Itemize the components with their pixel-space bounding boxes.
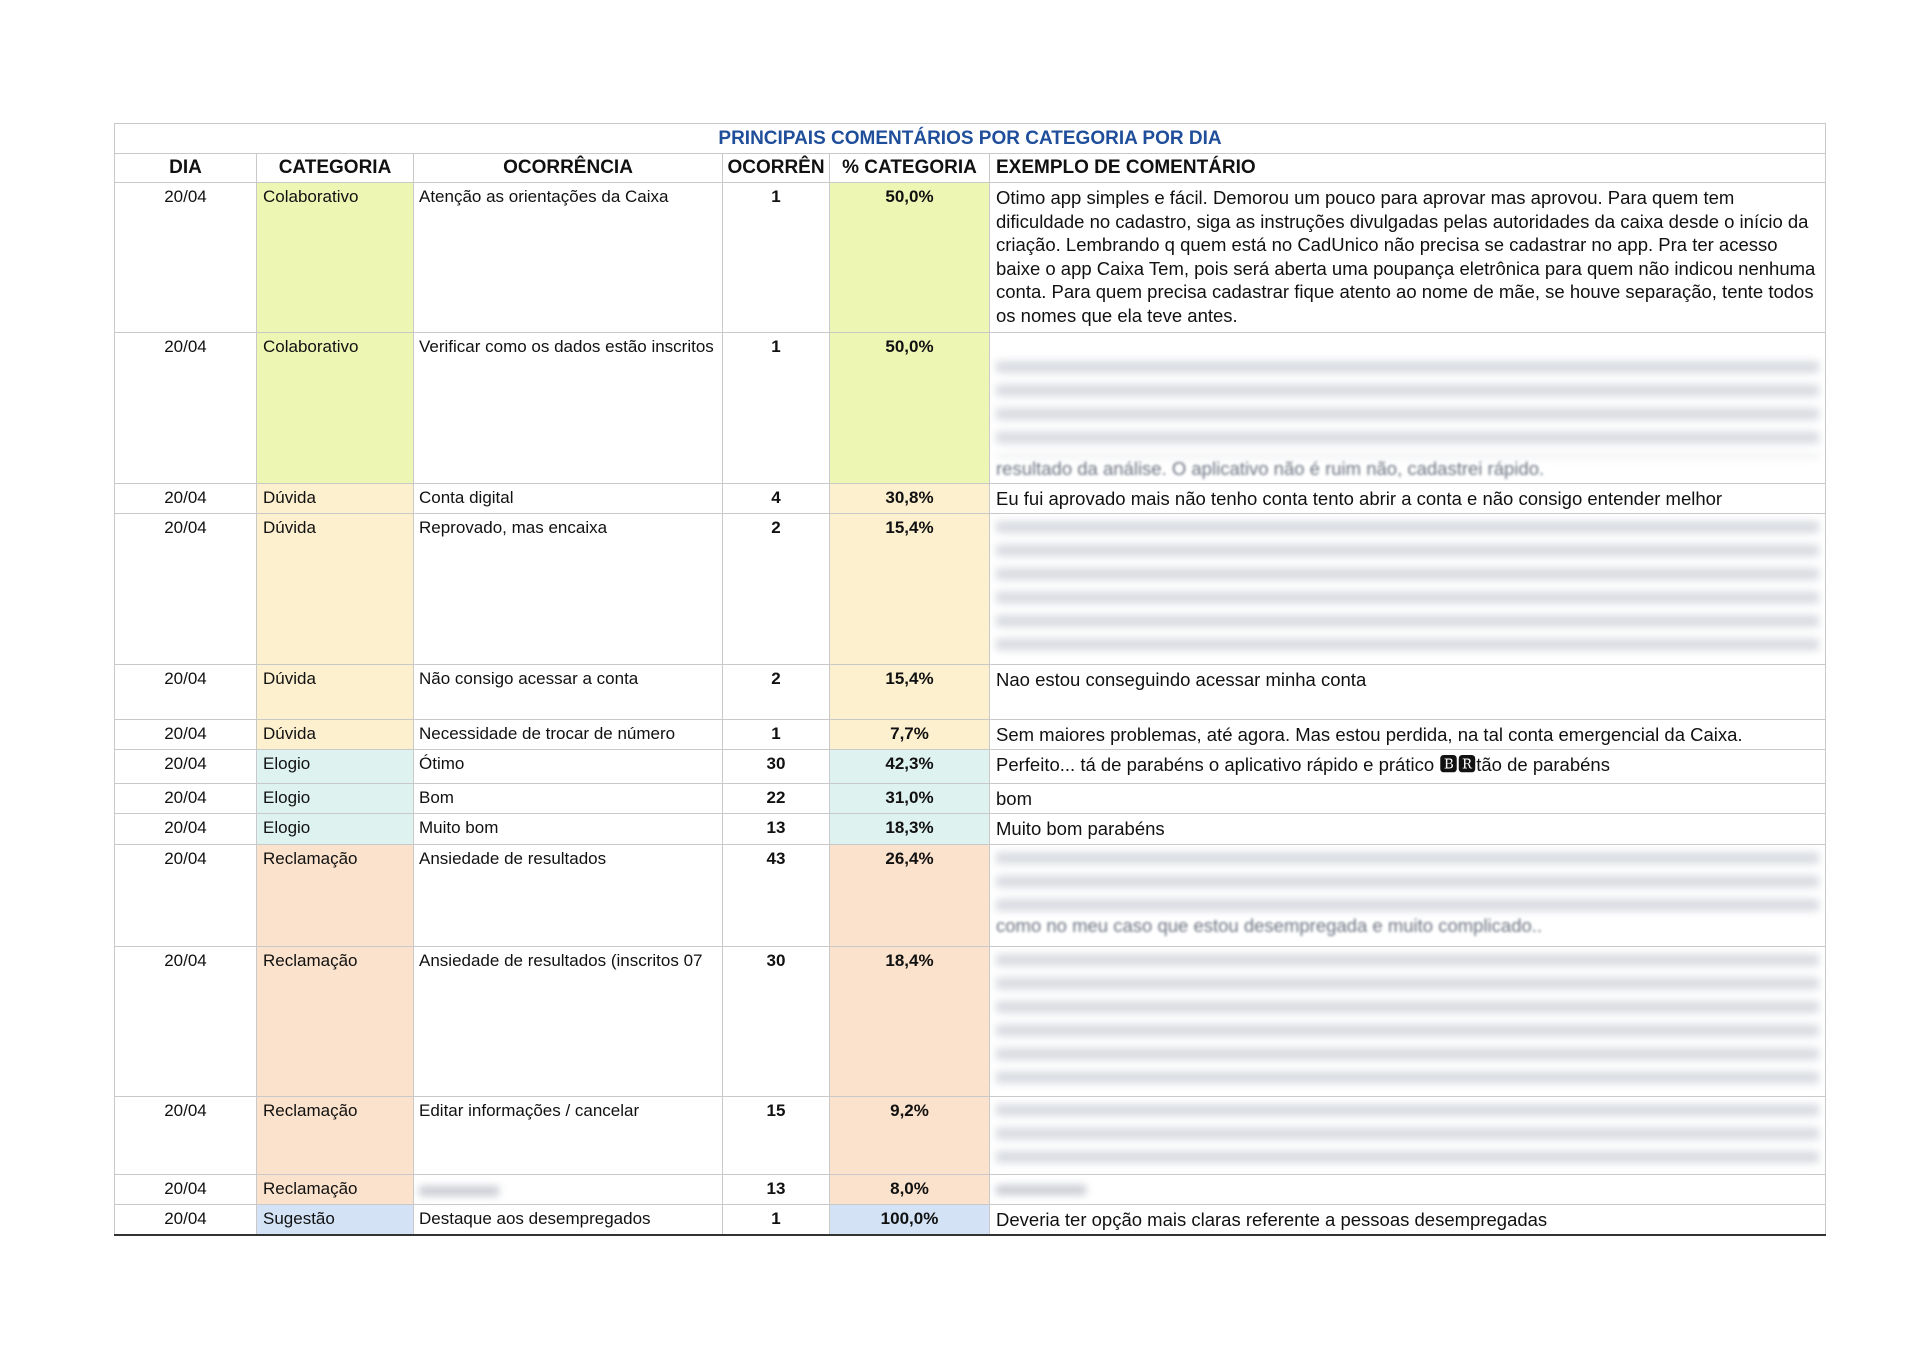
- redacted-text-block: [996, 521, 1819, 655]
- cell-count: 4: [723, 484, 830, 514]
- cell-ocorrencia: Destaque aos desempregados: [414, 1205, 723, 1235]
- cell-pct: 15,4%: [830, 514, 990, 665]
- cell-dia: 20/04: [115, 665, 257, 720]
- header-dia: DIA: [115, 154, 257, 183]
- table-row: [115, 814, 1826, 845]
- cell-exemplo: Perfeito... tá de parabéns o aplicativo rápido e prático 🅱🆁tão de parabéns: [990, 750, 1826, 784]
- table-row: [115, 845, 1826, 947]
- cell-dia: 20/04: [115, 720, 257, 750]
- cell-exemplo-redacted: [990, 947, 1826, 1097]
- cell-count: 30: [723, 947, 830, 1097]
- cell-pct: 42,3%: [830, 750, 990, 784]
- cell-pct: 100,0%: [830, 1205, 990, 1235]
- cell-exemplo-redacted: [990, 1097, 1826, 1175]
- cell-count: 15: [723, 1097, 830, 1175]
- cell-ocorrencia: Editar informações / cancelar: [414, 1097, 723, 1175]
- table-row: [115, 720, 1826, 750]
- cell-pct: 31,0%: [830, 784, 990, 814]
- cell-count: 13: [723, 814, 830, 845]
- cell-categoria: Elogio: [257, 814, 414, 845]
- table-row: [115, 947, 1826, 1097]
- cell-pct: 18,3%: [830, 814, 990, 845]
- cell-ocorrencia: Ansiedade de resultados (inscritos 07: [414, 947, 723, 1097]
- cell-ocorrencia: Atenção as orientações da Caixa: [414, 183, 723, 333]
- cell-count: 1: [723, 720, 830, 750]
- table-row: [115, 1097, 1826, 1175]
- cell-count: 30: [723, 750, 830, 784]
- cell-exemplo: Otimo app simples e fácil. Demorou um pouco para aprovar mas aprovou. Para quem tem dificuldade no cadastro, siga as instruções divulgadas pelas autoridades da caixa desde o início da criação. Lembrando q quem está no CadUnico não precisa se cadastrar no app. Pra ter acesso baixe o app Caixa Tem, pois será aberta uma poupança eletrônica para quem não indicou nenhuma conta. Para quem precisa cadastrar fique atento ao nome de mãe, se houve separação, tente todos os nomes que ela teve antes.: [990, 183, 1826, 333]
- redacted-text-block: [996, 361, 1819, 457]
- header-pct-categoria: % CATEGORIA: [830, 154, 990, 183]
- comments-table: [114, 123, 1826, 1236]
- cell-pct: 8,0%: [830, 1175, 990, 1205]
- table-row: [115, 1205, 1826, 1235]
- cell-exemplo: Sem maiores problemas, até agora. Mas estou perdida, na tal conta emergencial da Caixa.: [990, 720, 1826, 750]
- cell-exemplo-redacted: [990, 845, 1826, 947]
- cell-categoria: Elogio: [257, 750, 414, 784]
- cell-dia: 20/04: [115, 514, 257, 665]
- cell-categoria: Reclamação: [257, 947, 414, 1097]
- cell-exemplo: Deveria ter opção mais claras referente a pessoas desempregadas: [990, 1205, 1826, 1235]
- cell-dia: 20/04: [115, 947, 257, 1097]
- table-row: [115, 484, 1826, 514]
- cell-exemplo: bom: [990, 784, 1826, 814]
- cell-count: 2: [723, 514, 830, 665]
- cell-categoria: Colaborativo: [257, 333, 414, 484]
- cell-categoria: Dúvida: [257, 665, 414, 720]
- cell-ocorrencia: Conta digital: [414, 484, 723, 514]
- table-row: [115, 784, 1826, 814]
- header-exemplo: EXEMPLO DE COMENTÁRIO: [990, 154, 1826, 183]
- table-row: [115, 750, 1826, 784]
- cell-ocorrencia: Verificar como os dados estão inscritos: [414, 333, 723, 484]
- cell-dia: 20/04: [115, 845, 257, 947]
- cell-categoria: Colaborativo: [257, 183, 414, 333]
- table-row: [115, 333, 1826, 484]
- cell-count: 2: [723, 665, 830, 720]
- redacted-text-block: [996, 852, 1819, 914]
- redacted-text-block: [419, 1186, 499, 1196]
- cell-pct: 50,0%: [830, 183, 990, 333]
- cell-count: 1: [723, 333, 830, 484]
- cell-dia: 20/04: [115, 333, 257, 484]
- cell-ocorrencia: Bom: [414, 784, 723, 814]
- cell-ocorrencia: Necessidade de trocar de número: [414, 720, 723, 750]
- table-row: [115, 183, 1826, 333]
- cell-categoria: Elogio: [257, 784, 414, 814]
- cell-dia: 20/04: [115, 484, 257, 514]
- cell-count: 43: [723, 845, 830, 947]
- header-categoria: CATEGORIA: [257, 154, 414, 183]
- cell-count: 22: [723, 784, 830, 814]
- table-row: [115, 1175, 1826, 1205]
- cell-exemplo: Nao estou conseguindo acessar minha conta: [990, 665, 1826, 720]
- cell-ocorrencia: Ótimo: [414, 750, 723, 784]
- cell-ocorrencia: Ansiedade de resultados: [414, 845, 723, 947]
- cell-count: 13: [723, 1175, 830, 1205]
- cell-exemplo-visible: como no meu caso que estou desempregada e muito complicado..: [996, 915, 1543, 936]
- cell-dia: 20/04: [115, 750, 257, 784]
- cell-pct: 30,8%: [830, 484, 990, 514]
- cell-ocorrencia: Muito bom: [414, 814, 723, 845]
- cell-categoria: Sugestão: [257, 1205, 414, 1235]
- cell-dia: 20/04: [115, 784, 257, 814]
- cell-exemplo: Eu fui aprovado mais não tenho conta tento abrir a conta e não consigo entender melhor: [990, 484, 1826, 514]
- cell-pct: 18,4%: [830, 947, 990, 1097]
- cell-exemplo-visible: resultado da análise. O aplicativo não é ruim não, cadastrei rápido.: [996, 457, 1545, 479]
- cell-exemplo: Muito bom parabéns: [990, 814, 1826, 845]
- cell-count: 1: [723, 183, 830, 333]
- cell-exemplo-redacted: [990, 333, 1826, 484]
- cell-dia: 20/04: [115, 1097, 257, 1175]
- redacted-text-block: [996, 1185, 1086, 1195]
- table-title: PRINCIPAIS COMENTÁRIOS POR CATEGORIA POR DIA: [115, 124, 1826, 154]
- cell-categoria: Reclamação: [257, 1097, 414, 1175]
- cell-exemplo-redacted: [990, 514, 1826, 665]
- cell-count: 1: [723, 1205, 830, 1235]
- cell-categoria: Dúvida: [257, 720, 414, 750]
- cell-pct: 7,7%: [830, 720, 990, 750]
- table-row: [115, 665, 1826, 720]
- cell-dia: 20/04: [115, 814, 257, 845]
- header-ocorrencia: OCORRÊNCIA: [414, 154, 723, 183]
- cell-pct: 50,0%: [830, 333, 990, 484]
- cell-categoria: Dúvida: [257, 484, 414, 514]
- cell-categoria: Dúvida: [257, 514, 414, 665]
- cell-pct: 26,4%: [830, 845, 990, 947]
- redacted-text-block: [996, 1104, 1819, 1166]
- redacted-text-block: [996, 954, 1819, 1086]
- cell-pct: 15,4%: [830, 665, 990, 720]
- cell-pct: 9,2%: [830, 1097, 990, 1175]
- cell-categoria: Reclamação: [257, 1175, 414, 1205]
- cell-ocorrencia: Reprovado, mas encaixa: [414, 514, 723, 665]
- table-row: [115, 514, 1826, 665]
- cell-ocorrencia-redacted: [414, 1175, 723, 1205]
- cell-dia: 20/04: [115, 183, 257, 333]
- cell-dia: 20/04: [115, 1175, 257, 1205]
- cell-ocorrencia: Não consigo acessar a conta: [414, 665, 723, 720]
- cell-categoria: Reclamação: [257, 845, 414, 947]
- header-ocorrencias-count: OCORRÊN: [723, 154, 830, 183]
- cell-dia: 20/04: [115, 1205, 257, 1235]
- cell-exemplo-redacted: [990, 1175, 1826, 1205]
